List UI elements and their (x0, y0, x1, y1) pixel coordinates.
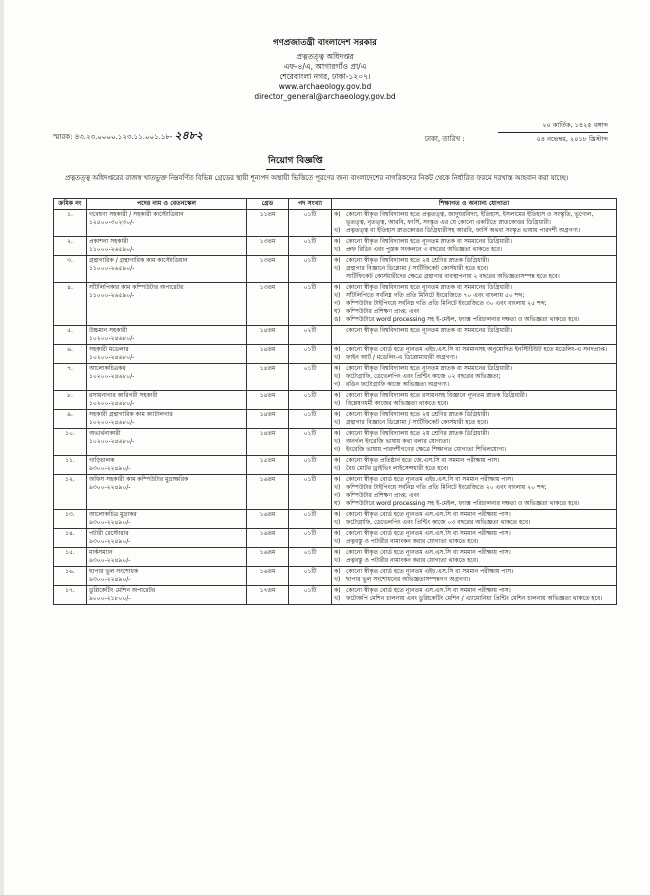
row-post-count: ০১টি (289, 475, 332, 510)
qualification-item (334, 316, 614, 324)
memo-handwritten-number: ২৪৮২ (174, 129, 204, 142)
qualification-marker: খ) (334, 576, 341, 583)
qualification-text: প্রুফ রিডিং এবং পুস্তক সংকলনে ৩ বছরের অভিজ্ঞতা থাকতে হবে। (346, 246, 503, 253)
table-row (54, 326, 617, 345)
date-rule (498, 132, 608, 133)
pay-scale: ১১০০০-২৬৫৯০/- (89, 246, 135, 253)
row-post (87, 283, 247, 326)
pay-scale: ৯৩০০-২২৪৯০/- (89, 538, 131, 545)
qualification-text: প্রত্নবস্তু ও পটারীর নামাংকন করার যোগ্যতা থাকতে হবে। (346, 538, 479, 545)
pay-scale: ৯৩০০-২২৪৯০/- (89, 557, 131, 564)
qualification-marker (334, 273, 346, 281)
row-qualification (332, 510, 617, 529)
row-post-count: ০১টি (289, 345, 332, 364)
row-grade: ১৬তম (247, 510, 289, 529)
qualification-text: কোনো স্বীকৃত বোর্ড হতে ন্যূনতম এস.এস.সি বা সমমান পরীক্ষায় পাস। (346, 511, 511, 518)
pay-scale: ১০২০০-২৪৬৮০/- (89, 438, 135, 445)
qualification-marker: গ) (334, 492, 341, 499)
row-grade: ১৩তম (247, 283, 289, 326)
row-qualification (332, 283, 617, 326)
qualification-item (334, 238, 614, 246)
qualification-marker: খ) (334, 265, 341, 272)
qualification-item (334, 211, 614, 227)
row-post-count: ০১টি (289, 429, 332, 456)
table-row (54, 391, 617, 410)
qualification-marker: খ) (334, 246, 341, 253)
row-serial: ৭. (54, 364, 87, 391)
row-post (87, 410, 247, 429)
qualification-text: কোনো স্বীকৃত বিশ্ববিদ্যালয় হতে ন্যূনতম স্নাতক বা সমমানের ডিগ্রিধারী। (346, 238, 512, 245)
row-qualification (332, 391, 617, 410)
row-post (87, 586, 247, 605)
row-serial: ১৪. (54, 529, 87, 548)
qualification-text: কোনো স্বীকৃত বোর্ড হতে ন্যূনতম এইচ.এস.সি বা সমমান পরীক্ষায় পাস। (346, 568, 514, 575)
row-qualification (332, 345, 617, 364)
header-grade: গ্রেড (247, 199, 289, 210)
qualification-item (334, 476, 614, 484)
qualification-text: সাঁটলিপিতে সর্বনিম্ন গতি প্রতি মিনিটে ইংরেজিতে ৭০ এবং বাংলায় ৫০ শব্দ; (346, 292, 525, 299)
qualification-item (334, 492, 614, 500)
table-row (54, 345, 617, 364)
qualification-item (334, 308, 614, 316)
qualification-text: কম্পিউটার টাইপিংয়ে সর্বনিম্ন গতি প্রতি মিনিটে ইংরেজিতে ২০ এবং বাংলায় ২০ শব্দ; (346, 484, 547, 491)
row-post (87, 326, 247, 345)
row-post (87, 529, 247, 548)
pay-scale: ৯৩০০-২২৪৯০/- (89, 484, 131, 491)
header-qualification: শিক্ষাগত ও অন্যান্য যোগ্যতা (332, 199, 617, 210)
pay-scale: ৯৩০০-২২৪৯০/- (89, 519, 131, 526)
post-name: ডুপ্লিকেটিং মেশিন অপারেটর (89, 587, 156, 594)
qualification-marker: গ) (334, 300, 341, 307)
row-grade: ১৬তম (247, 475, 289, 510)
qualification-text: কোনো স্বীকৃত বিশ্ববিদ্যালয় হতে প্রত্নতত্ত্ব, জাদুঘরবিদ্যা, ইতিহাস, ইসলামের ইতিহাস ও সংস্কৃতি, ভূগোল, ভূতত্ত্ব, নৃতত্ত্ব, আরবি, ফার্সি, সংস্কৃত এর যে কোনো একটিতে স্নাতকোত্তর ডিগ্রিধারী। (346, 211, 594, 226)
qualification-marker: খ) (334, 400, 341, 407)
qualification-marker: ক) (334, 430, 341, 437)
row-grade: ১৬তম (247, 567, 289, 586)
qualification-marker: ঘ) (334, 500, 341, 507)
row-grade: ১৪তম (247, 391, 289, 410)
qualification-text: কোনো স্বীকৃত বিশ্ববিদ্যালয় হতে রসায়নসহ বিজ্ঞানে ন্যূনতম স্নাতক ডিগ্রিধারী। (346, 392, 528, 399)
qualification-item (334, 411, 614, 419)
row-serial: ১৬. (54, 567, 87, 586)
post-name: উচ্চমান সহকারী (89, 327, 128, 334)
post-name: অফিস সহকারী কাম কম্পিউটার মুদ্রাক্ষরিক (89, 476, 189, 483)
row-post-count: ০১টি (289, 456, 332, 475)
qualification-item (334, 519, 614, 527)
pay-scale: ১০২০০-২৪৬৮০/- (89, 400, 135, 407)
row-grade: ১৪তম (247, 410, 289, 429)
table-row (54, 210, 617, 237)
qualification-marker: ক) (334, 530, 341, 537)
qualification-item (334, 430, 614, 438)
row-qualification (332, 410, 617, 429)
row-post (87, 475, 247, 510)
header-address-1: এফ-৪/এ, আগারগাঁও প্রা/এ (283, 62, 367, 71)
qualification-text: কম্পিউটারে word processing সহ ই-মেইল, ফ্যাক্স পরিচালনার দক্ষতা ও অভিজ্ঞতা থাকতে হবে। (346, 500, 580, 507)
qualification-marker: ক) (334, 511, 341, 518)
intro-paragraph: প্রত্নতত্ত্ব অধিদপ্তরের রাজস্ব খাতভুক্ত নিম্নবর্ণিত বিভিন্ন গ্রেডের স্থায়ী শূন্যপদ অস্থায়ী ভিত্তিতে পূরণের জন্য বাংলাদেশের নাগরিকদের নিকট থেকে নির্ধারিত ফরমে দরখাস্ত আহবান করা যাচ্ছে। (65, 174, 569, 182)
qualification-item (334, 500, 614, 508)
qualification-item (334, 419, 614, 427)
qualification-marker: ক) (334, 549, 341, 556)
row-post (87, 237, 247, 256)
qualification-marker: খ) (334, 538, 341, 545)
row-qualification (332, 475, 617, 510)
post-name: পটারী রেস্টোরার (89, 530, 129, 537)
table-row (54, 410, 617, 429)
row-post-count: ০২টি (289, 326, 332, 345)
qualification-text: কোনো স্বীকৃত বিশ্ববিদ্যালয় হতে ২য় শ্রেণির স্নাতক ডিগ্রিধারী। (346, 411, 490, 418)
post-name: আলোকচিত্র মুদ্রাকর (89, 511, 137, 518)
qualification-item (334, 257, 614, 265)
row-post (87, 256, 247, 283)
qualification-text: কোনো স্বীকৃত বিশ্ববিদ্যালয় হতে ন্যূনতম স্নাতক বা সমমানের ডিগ্রিধারী। (346, 327, 512, 334)
row-post-count: ০১টি (289, 567, 332, 586)
table-row (54, 475, 617, 510)
row-post-count: ০১টি (289, 283, 332, 326)
qualification-text: ইংরেজি ভাষায় পারদর্শীগণের ক্ষেত্রে শিক্ষাগত যোগ্যতা শিথিলযোগ্য। (346, 446, 507, 453)
qualification-item (334, 327, 614, 335)
qualification-item (334, 557, 614, 565)
row-grade: ১১তম (247, 210, 289, 237)
qualification-marker: ক) (334, 365, 341, 372)
post-name: গবেষণা সহকারী / সহকারী কাস্টোডিয়ান (89, 211, 184, 218)
qualification-text: কোনো স্বীকৃত বোর্ড হতে ন্যূনতম এস.এস.সি বা সমমান পরীক্ষায় পাস। (346, 587, 511, 594)
qualification-marker: ক) (334, 568, 341, 575)
qualification-text: কম্পিউটারে word processing সহ ই-মেইল, ফ্যাক্স পরিচালনার দক্ষতা ও অভিজ্ঞতা থাকতে হবে। (346, 316, 580, 323)
table-row (54, 456, 617, 475)
qualification-item (334, 457, 614, 465)
page-title: নিয়োগ বিজ্ঞপ্তি (266, 153, 325, 170)
row-serial: ৩. (54, 256, 87, 283)
vacancy-table (53, 198, 617, 605)
qualification-text: কোনো স্বীকৃত প্রতিষ্ঠান হতে জে.এস.সি বা সমমান পরীক্ষায় পাস। (346, 457, 500, 464)
qualification-item (334, 300, 614, 308)
qualification-marker: খ) (334, 354, 341, 361)
qualification-marker: খ) (334, 519, 341, 526)
post-name: মার্কসম্যান (89, 549, 113, 556)
table-row (54, 586, 617, 605)
qualification-marker: খ) (334, 465, 341, 472)
qualification-text: কম্পিউটার প্রশিক্ষণ প্রাপ্ত; এবং (346, 492, 420, 499)
row-post (87, 567, 247, 586)
row-post (87, 210, 247, 237)
row-serial: ১. (54, 210, 87, 237)
row-serial: ১২. (54, 475, 87, 510)
qualification-marker: খ) (334, 227, 341, 234)
qualification-item (334, 511, 614, 519)
pay-scale: ১১০০০-২৬৫৯০/- (89, 265, 135, 272)
row-post-count: ০১টি (289, 364, 332, 391)
row-post (87, 391, 247, 410)
row-serial: ১০. (54, 429, 87, 456)
post-name: সহকারী মডেলার (89, 346, 129, 353)
qualification-marker: ক) (334, 211, 341, 218)
row-post-count: ০১টি (289, 548, 332, 567)
qualification-item (334, 246, 614, 254)
table-row (54, 429, 617, 456)
row-grade: ১৪তম (247, 364, 289, 391)
qualification-text: কোনো স্বীকৃত বিশ্ববিদ্যালয় হতে ন্যূনতম স্নাতক বা সমমানের ডিগ্রিধারী। (346, 365, 512, 372)
qualification-item (334, 465, 614, 473)
row-grade: ১৩তম (247, 237, 289, 256)
row-serial: ৪. (54, 283, 87, 326)
pay-scale: ১০২০০-২৪৬৮০/- (89, 419, 135, 426)
pay-scale: ১০২০০-২৪৬৮০/- (89, 354, 135, 361)
row-qualification (332, 529, 617, 548)
qualification-item (334, 273, 614, 281)
row-serial: ১৫. (54, 548, 87, 567)
row-grade: ১৪তম (247, 326, 289, 345)
row-post-count: ০১টি (289, 256, 332, 283)
row-post-count: ০১টি (289, 529, 332, 548)
row-post-count: ০১টি (289, 237, 332, 256)
row-serial: ৫. (54, 326, 87, 345)
qualification-item (334, 227, 614, 235)
row-serial: ৯. (54, 410, 87, 429)
qualification-marker: ক) (334, 392, 341, 399)
row-grade: ১৫তম (247, 456, 289, 475)
row-post-count: ০১টি (289, 510, 332, 529)
qualification-marker: খ) (334, 595, 341, 602)
qualification-text: কোনো স্বীকৃত বোর্ড হতে ন্যূনতম এইচ.এস.সি বা সমমানসহ অনুমোদিত ইনস্টিটিউট হতে মডেলিং-এ সনদপ্রাপ্ত। (346, 346, 608, 353)
post-name: সহকারী গ্রন্থাগারিক কাম ক্যাটালগার (89, 411, 173, 418)
row-post (87, 429, 247, 456)
table-header-row (54, 199, 617, 210)
post-name: প্রকাশনা সহকারী (89, 238, 129, 245)
qualification-marker: খ) (334, 557, 341, 564)
row-qualification (332, 326, 617, 345)
memo-number (53, 127, 203, 146)
row-post (87, 364, 247, 391)
qualification-item (334, 568, 614, 576)
row-grade: ১৩তম (247, 256, 289, 283)
row-serial: ২. (54, 237, 87, 256)
post-name: গ্রন্থাগারিক / গ্রন্থাগারিক কাম কাস্টোডিয়ান (89, 257, 188, 264)
header-email: director_general@archaeology.gov.bd (254, 92, 396, 101)
pay-scale: ১১০০০-২৬৫৯০/- (89, 292, 135, 299)
qualification-marker: ক) (334, 476, 341, 483)
qualification-item (334, 346, 614, 354)
post-name: ছাপার ভুল সংশোধক (89, 568, 139, 575)
row-post-count: ০১টি (289, 410, 332, 429)
qualification-text: বৈধ মোটর ড্রাইভিং লাইসেন্সধারী হতে হবে। (346, 465, 449, 472)
qualification-marker: ক) (334, 346, 341, 353)
header-count: পদ সংখ্যা (289, 199, 332, 210)
qualification-marker: খ) (334, 419, 341, 426)
row-qualification (332, 237, 617, 256)
table-row (54, 364, 617, 391)
qualification-marker: গ) (334, 381, 341, 388)
qualification-text: বিশ্লেষণধর্মী কাজের অভিজ্ঞতা থাকতে হবে। (346, 400, 449, 407)
header-serial: ক্রমিক নং (54, 199, 87, 210)
row-grade: ১৭তম (247, 586, 289, 605)
qualification-text: কম্পিউটার প্রশিক্ষণ প্রাপ্ত; এবং (346, 308, 420, 315)
qualification-text: ছাপার ভুল সংশোধনের অভিজ্ঞতাসম্পন্নগণ অগ্রগণ্য। (346, 576, 471, 583)
header-address-2: শেরেবাংলা নগর, ঢাকা-১২০৭। (279, 72, 371, 81)
post-name: রসায়নাগার কারিগরী সহকারী (89, 392, 158, 399)
qualification-item (334, 438, 614, 446)
pay-scale: ৯০০০-২১৮০০/- (89, 595, 131, 602)
header-post: পদের নাম ও বেতনস্কেল (87, 199, 247, 210)
row-grade: ১৬তম (247, 548, 289, 567)
pay-scale: ১০২০০-২৪৬৮০/- (89, 373, 135, 380)
post-name: অভ্যর্থনাকারী (89, 430, 121, 437)
qualification-item (334, 354, 614, 362)
qualification-marker: খ) (334, 373, 341, 380)
date-block (498, 120, 608, 145)
header-website: www.archaeology.gov.bd (278, 82, 372, 91)
qualification-item (334, 538, 614, 546)
header-government: গণপ্রজাতন্ত্রী বাংলাদেশ সরকার (273, 38, 377, 48)
row-post (87, 456, 247, 475)
table-row (54, 283, 617, 326)
row-post-count: ০১টি (289, 586, 332, 605)
qualification-item (334, 392, 614, 400)
table-row (54, 510, 617, 529)
qualification-text: কোনো স্বীকৃত বোর্ড হতে ন্যূনতম এইচ.এস.সি বা সমমান পরীক্ষায় পাস। (346, 476, 514, 483)
table-row (54, 529, 617, 548)
qualification-item (334, 292, 614, 300)
qualification-text: গ্রন্থাগার বিজ্ঞানে ডিপ্লোমা / সার্টিফিকেট কোর্সধারী হতে হবে। (346, 419, 489, 426)
row-post-count: ০১টি (289, 391, 332, 410)
row-post (87, 510, 247, 529)
row-post-count: ০১টি (289, 210, 332, 237)
qualification-marker: ক) (334, 411, 341, 418)
pay-scale: ১২৫০০-৩০২৩০/- (89, 219, 135, 226)
qualification-marker: ক) (334, 587, 341, 594)
qualification-item (334, 595, 614, 603)
qualification-item (334, 576, 614, 584)
qualification-item (334, 265, 614, 273)
qualification-marker: ক) (334, 257, 341, 264)
pay-scale: ৯৩০০-২২৪৯০/- (89, 576, 131, 583)
pay-scale: ১০২০০-২৪৬৮০/- (89, 335, 135, 342)
qualification-text: প্রত্নবস্তু ও পটারীর নামাংকন করার যোগ্যতা থাকতে হবে। (346, 557, 479, 564)
table-row (54, 567, 617, 586)
qualification-text: কোনো স্বীকৃত বোর্ড হতে ন্যূনতম এস.এস.সি বা সমমান পরীক্ষায় পাস। (346, 530, 511, 537)
header-department: প্রত্নতত্ত্ব অধিদপ্তর (296, 52, 354, 61)
qualification-marker: ঘ) (334, 308, 341, 315)
qualification-marker: ক) (334, 284, 341, 291)
qualification-marker: খ) (334, 438, 341, 445)
row-qualification (332, 456, 617, 475)
qualification-marker: গ) (334, 446, 341, 453)
row-serial: ১৩. (54, 510, 87, 529)
qualification-text: গ্রন্থাগার বিজ্ঞানে ডিপ্লোমা / সার্টিফিকেট কোর্সধারী হতে হবে। (346, 265, 489, 272)
qualification-item (334, 381, 614, 389)
qualification-item (334, 284, 614, 292)
qualification-item (334, 400, 614, 408)
qualification-item (334, 446, 614, 454)
qualification-text: ফটোগ্রাফি, ডেভেলপিং এবং প্রিন্টিং কাজে ০৩ বছরের অভিজ্ঞতা থাকতে হবে। (346, 519, 531, 526)
scan-edge (0, 0, 4, 895)
qualification-text: ফটোকপি মেশিন চালনায় এবং ডুপ্লিকেটিং মেশিন / এ্যামোনিয়া প্রিন্টিং মেশিন চালনায় অভিজ্ঞতা থাকতে হবে। (346, 595, 603, 602)
date-label: ঢাকা, তারিখ : (425, 135, 465, 143)
qualification-text: কোনো স্বীকৃত বোর্ড হতে ন্যূনতম এস.এস.সি বা সমমান পরীক্ষায় পাস। (346, 549, 511, 556)
date-bangla: ২০ কার্তিক, ১৪২৫ বঙ্গাব্দ (542, 121, 608, 129)
qualification-marker: খ) (334, 292, 341, 299)
qualification-text: কম্পিউটার টাইপিংয়ে সর্বনিম্ন গতি প্রতি মিনিটে ইংরেজিতে ৩০ এবং বাংলায় ২৫ শব্দ; (346, 300, 547, 307)
qualification-marker: ক) (334, 238, 341, 245)
date-english: ০৪ নভেম্বর, ২০১৮ খ্রিস্টাব্দ (536, 135, 608, 143)
table-row (54, 237, 617, 256)
qualification-item (334, 373, 614, 381)
qualification-marker: খ) (334, 484, 341, 491)
memo-number-text: স্মারক: ৪৩.২৩.০০০০.১২৩.১১.০০১.১৮- (53, 133, 173, 141)
row-grade: ১৪তম (247, 345, 289, 364)
row-post (87, 345, 247, 364)
qualification-marker: ক) (334, 457, 341, 464)
row-qualification (332, 548, 617, 567)
row-serial: ৬. (54, 345, 87, 364)
qualification-marker: ঙ) (334, 316, 341, 323)
row-qualification (332, 586, 617, 605)
post-name: আলোকচিত্রকর (89, 365, 126, 372)
qualification-text: ফটোগ্রাফি, ডেভেলপিং এবং প্রিন্টিং কাজে ০২ বছরের অভিজ্ঞতা; (346, 373, 501, 380)
row-grade: ১৪তম (247, 429, 289, 456)
row-serial: ৮. (54, 391, 87, 410)
row-qualification (332, 210, 617, 237)
row-post (87, 548, 247, 567)
qualification-item (334, 484, 614, 492)
row-serial: ১৭. (54, 586, 87, 605)
table-row (54, 256, 617, 283)
pay-scale: ৯৩০০-২২৪৯০/- (89, 465, 131, 472)
qualification-item (334, 549, 614, 557)
qualification-marker (334, 327, 346, 335)
post-name: সাঁটলিপিকার কাম কম্পিউটার অপারেটর (89, 284, 184, 291)
row-qualification (332, 256, 617, 283)
qualification-text: রঙিন ফটোগ্রাফি কাজে অভিজ্ঞতা অগ্রগণ্য। (346, 381, 449, 388)
qualification-text: সার্টিফিকেট কোর্সধারীদের ক্ষেত্রে গ্রন্থাগার ব্যবস্থাপনায় ২ বছরের অভিজ্ঞতাসম্পন্ন হতে হবে। (346, 273, 560, 280)
qualification-text: অনর্গল ইংরেজি ভাষায় কথা বলার যোগ্যতা। (346, 438, 451, 445)
post-name: গাড়িচালক (89, 457, 115, 464)
qualification-item (334, 365, 614, 373)
row-serial: ১১. (54, 456, 87, 475)
qualification-text: কোনো স্বীকৃত বিশ্ববিদ্যালয় হতে ২য় শ্রেণির স্নাতক ডিগ্রিধারী। (346, 257, 490, 264)
row-qualification (332, 567, 617, 586)
qualification-text: কোনো স্বীকৃত বিশ্ববিদ্যালয় হতে ২য় শ্রেণির স্নাতক ডিগ্রিধারী। (346, 430, 490, 437)
qualification-item (334, 587, 614, 595)
qualification-text: প্রত্নতত্ত্ব বা ইতিহাস স্নাতকোত্তর ডিগ্রিধারীসহ আরবি, ফার্সি অথবা সংস্কৃত ভাষায় পারদর্শী অগ্রগণ্য। (346, 227, 581, 234)
row-qualification (332, 364, 617, 391)
qualification-item (334, 530, 614, 538)
qualification-text: কোনো স্বীকৃত বিশ্ববিদ্যালয় হতে ন্যূনতম স্নাতক বা সমমানের ডিগ্রিধারী। (346, 284, 512, 291)
table-row (54, 548, 617, 567)
row-qualification (332, 429, 617, 456)
row-grade: ১৬তম (247, 529, 289, 548)
qualification-text: ফাইন আর্ট / মডেলিং-এ ডিপ্লোমাধারী অগ্রগণ্য। (346, 354, 458, 361)
